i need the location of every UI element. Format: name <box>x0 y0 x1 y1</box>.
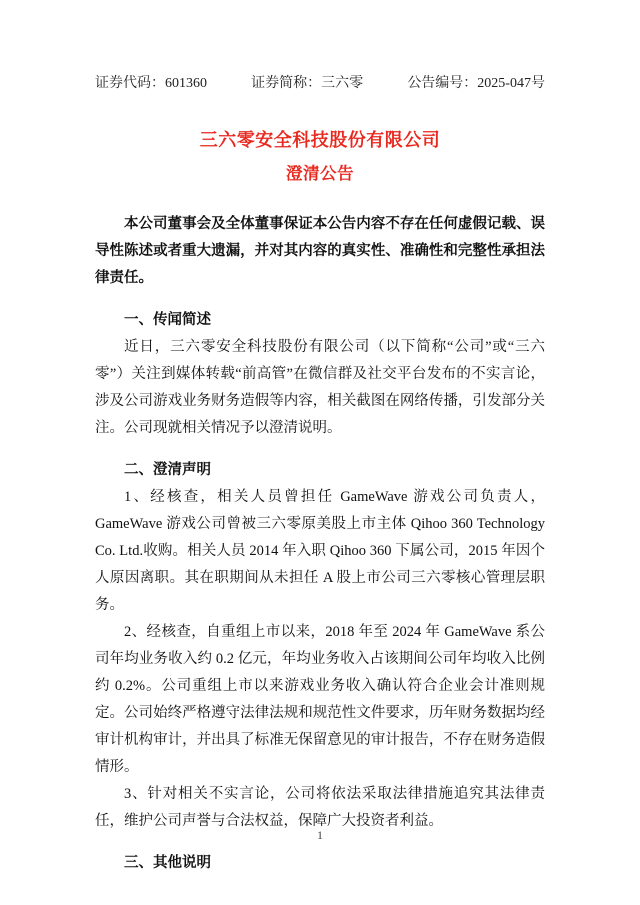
body-paragraph: 2、经核查，自重组上市以来，2018 年至 2024 年 GameWave 系公司年均业务收入约 0.2 亿元，年均业务收入占该期间公司年均收入比例约 0.2%。公司重组上市以来游戏业务收入确认符合企业会计准则规定。公司始终严格遵守法律法规和规范性文件要求，历年财务数据均经审计机构审计，并出具了标准无保留意见的审计报告，不存在财务造假情形。 <box>95 624 545 775</box>
announcement-number: 公告编号：2025-047号 <box>407 76 545 91</box>
doc-header <box>95 74 545 94</box>
body-paragraph: 近日，三六零安全科技股份有限公司（以下简称“公司”或“三六零”）关注到媒体转载“前高管”在微信群及社交平台发布的不实言论，涉及公司游戏业务财务造假等内容，相关截图在网络传播，引发部分关注。公司现就相关情况予以澄清说明。 <box>95 339 545 436</box>
doc-type-title: 澄清公告 <box>286 164 354 183</box>
page-number: 1 <box>317 828 323 842</box>
body-paragraph: 3、针对相关不实言论，公司将依法采取法律措施追究其法律责任，维护公司声誉与合法权益，保障广大投资者利益。 <box>95 786 545 829</box>
section-heading-other-notes: 三、其他说明 <box>124 855 211 871</box>
body-paragraph: 1、经核查，相关人员曾担任 GameWave 游戏公司负责人，GameWave 游戏公司曾被三六零原美股上市主体 Qihoo 360 Technology Co. Ltd.收购。相关人员 2014 年入职 Qihoo 360 下属公司，2015 年因个人原因离职。其在职期间从未担任 A 股上市公司三六零核心管理层职务。 <box>95 489 545 613</box>
board-declaration: 本公司董事会及全体董事保证本公告内容不存在任何虚假记载、误导性陈述或者重大遗漏，并对其内容的真实性、准确性和完整性承担法律责任。 <box>95 216 545 286</box>
section-heading-rumor-summary: 一、传闻简述 <box>124 312 211 328</box>
section-heading-clarification: 二、澄清声明 <box>124 462 211 478</box>
stock-code: 证券代码：601360 <box>95 76 207 91</box>
company-title: 三六零安全科技股份有限公司 <box>199 130 441 150</box>
stock-short-name: 证券简称：三六零 <box>251 76 364 91</box>
